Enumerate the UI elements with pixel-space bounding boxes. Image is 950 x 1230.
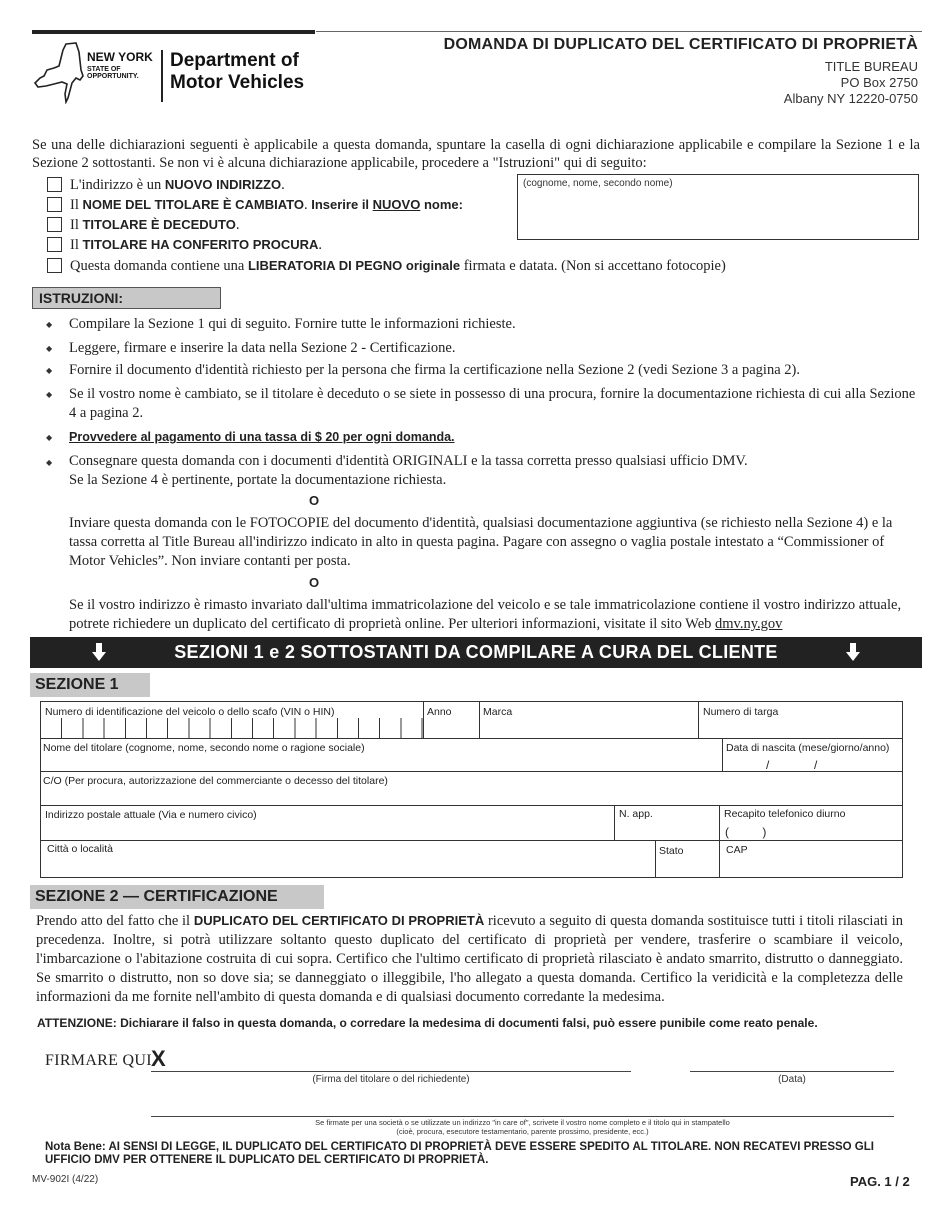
logo-new-york: NEW YORK bbox=[87, 50, 153, 64]
dmv-logo bbox=[32, 40, 317, 108]
lien-release-checkbox[interactable] bbox=[47, 258, 62, 273]
area-code-parens: ( ) bbox=[725, 825, 767, 839]
bullet-icon: ◆ bbox=[46, 366, 53, 375]
dmv-website-link[interactable]: dmv.ny.gov bbox=[715, 616, 783, 632]
signature-line[interactable] bbox=[151, 1071, 631, 1072]
section-2-heading: SEZIONE 2 — CERTIFICAZIONE bbox=[30, 885, 324, 909]
owner-name-label: Nome del titolare (cognome, nome, secondo nome o ragione sociale) bbox=[43, 742, 365, 754]
department-name: Department of Motor Vehicles bbox=[170, 50, 305, 93]
instruction-item: Consegnare questa domanda con i documenti d'identità ORIGINALI e la tassa corretta presso qualsiasi ufficio DMV. bbox=[69, 453, 748, 469]
ny-state-map-icon bbox=[32, 40, 88, 104]
sign-here-label: FIRMARE QUI bbox=[45, 1052, 152, 1069]
care-of-label: C/O (Per procura, autorizzazione del commerciante o decesso del titolare) bbox=[43, 775, 388, 787]
customer-sections-banner: SEZIONI 1 e 2 SOTTOSTANTI DA COMPILARE A CURA DEL CLIENTE bbox=[30, 637, 922, 668]
instructions-heading: ISTRUZIONI: bbox=[32, 287, 221, 309]
or-separator: O bbox=[309, 493, 320, 508]
certification-text: Prendo atto del fatto che il DUPLICATO DEL CERTIFICATO DI PROPRIETÀ ricevuto a seguito di questa domanda sostituisce tutti i titoli rilasciati in precedenza. Inoltre, si potrà utilizzare soltanto questo duplicato del certificato di proprietà per vendere, trasferire o scambiare il veicolo, l'imbarcazione o l'abitazione costruita di cui sopra. Certifico che l'ultimo certificato di proprietà rilasciato è andato smarrito, distrutto o danneggiato. Se smarrito o distrutto, non so dove sia; se danneggiato o illeggibile, l'ho allegato a questa domanda. Certifico la veridicità e la completezza delle informazioni da me fornite nell'ambito di questa domanda e di qualsiasi documento corredante la medesima. bbox=[36, 913, 903, 1005]
title-rule bbox=[316, 31, 922, 32]
printed-name-line[interactable] bbox=[151, 1116, 894, 1117]
power-of-attorney-checkbox[interactable] bbox=[47, 237, 62, 252]
nota-bene: Nota Bene: AI SENSI DI LEGGE, IL DUPLICATO DEL CERTIFICATO DI PROPRIETÀ DEVE ESSERE SPEDITO AL TITOLARE. NON RECATEVI PRESSO GLI UFFICIO DMV PER OTTENERE IL DUPLICATO DEL CERTIFICATO DI PROPRIETÀ. bbox=[45, 1141, 874, 1166]
printed-name-caption: Se firmate per una società o se utilizzate un indirizzo "in care of", scrivete il vostro nome completo e il titolo qui in stampatello (cioè, procura, esecutore testamentario, parente prossimo, presidente, ecc.) bbox=[315, 1118, 730, 1136]
date-line[interactable] bbox=[690, 1071, 894, 1072]
dob-separator: / bbox=[814, 758, 818, 772]
instruction-item: Compilare la Sezione 1 qui di seguito. Fornire tutte le informazioni richieste. bbox=[69, 316, 516, 332]
sign-here-x: X bbox=[151, 1046, 166, 1071]
phone-label: Recapito telefonico diurno bbox=[724, 808, 846, 820]
bullet-icon: ◆ bbox=[46, 458, 53, 467]
bullet-icon: ◆ bbox=[46, 390, 53, 399]
vin-character-boxes bbox=[41, 718, 423, 738]
logo-subtitle: STATE OF OPPORTUNITY. bbox=[87, 66, 139, 80]
instruction-item: Se la Sezione 4 è pertinente, portate la documentazione richiesta. bbox=[69, 472, 447, 488]
street-address-label: Indirizzo postale attuale (Via e numero civico) bbox=[45, 809, 257, 821]
apartment-label: N. app. bbox=[619, 808, 653, 820]
header-rule bbox=[32, 30, 315, 34]
new-name-field-label: (cognome, nome, secondo nome) bbox=[523, 178, 673, 189]
state-label: Stato bbox=[659, 845, 684, 857]
bullet-icon: ◆ bbox=[46, 433, 53, 442]
page-number: PAG. 1 / 2 bbox=[850, 1174, 910, 1189]
name-changed-checkbox[interactable] bbox=[47, 197, 62, 212]
dob-label: Data di nascita (mese/giorno/anno) bbox=[726, 742, 890, 754]
or-separator: O bbox=[309, 575, 320, 590]
plate-label: Numero di targa bbox=[703, 706, 779, 718]
owner-deceased-checkbox[interactable] bbox=[47, 217, 62, 232]
instruction-item: Inviare questa domanda con le FOTOCOPIE del documento d'identità, qualsiasi documentazione aggiuntiva (se richiesto nella Sezione 4) e la tassa corretta al Title Bureau all'indirizzo indicato in alto in questa pagina. Pagare con assegno o vaglia postale intestato a “Commissioner of Motor Vehicles”. Non inviare contanti per posta. bbox=[69, 515, 893, 569]
instruction-item: Fornire il documento d'identità richiesto per la persona che firma la certificazione nella Sezione 2 (vedi Sezione 3 a pagina 2). bbox=[69, 362, 800, 378]
make-label: Marca bbox=[483, 706, 513, 718]
mailing-address: TITLE BUREAU PO Box 2750 Albany NY 12220-0750 bbox=[783, 59, 918, 106]
zip-label: CAP bbox=[726, 844, 748, 856]
intro-text: Se una delle dichiarazioni seguenti è applicabile a questa domanda, spuntare la casella di ogni dichiarazione applicabile e compilare la Sezione 1 e la Sezione 2 sottostanti. Se non vi è alcuna dichiarazione applicabile, procedere a "Istruzioni" qui di seguito: bbox=[32, 137, 920, 171]
bullet-icon: ◆ bbox=[46, 344, 53, 353]
instruction-fee: Provvedere al pagamento di una tassa di $ 20 per ogni domanda. bbox=[69, 430, 455, 444]
vin-label: Numero di identificazione del veicolo o dello scafo (VIN o HIN) bbox=[45, 706, 337, 718]
date-caption: (Data) bbox=[778, 1074, 806, 1085]
year-label: Anno bbox=[427, 706, 452, 718]
arrow-down-icon bbox=[92, 643, 106, 662]
signature-caption: (Firma del titolare o del richiedente) bbox=[312, 1074, 470, 1085]
form-code: MV-902I (4/22) bbox=[32, 1174, 99, 1185]
instruction-item: Se il vostro nome è cambiato, se il titolare è deceduto o se siete in possesso di una procura, fornire la documentazione richiesta di cui alla Sezione 4 a pagina 2. bbox=[69, 386, 916, 421]
bullet-icon: ◆ bbox=[46, 320, 53, 329]
warning-text: ATTENZIONE: Dichiarare il falso in questa domanda, o corredare la medesima di documenti falsi, può essere punibile come reato penale. bbox=[37, 1016, 818, 1030]
section-1-table bbox=[40, 701, 903, 878]
new-address-checkbox[interactable] bbox=[47, 177, 62, 192]
section-1-heading: SEZIONE 1 bbox=[30, 673, 150, 697]
instruction-item: Leggere, firmare e inserire la data nella Sezione 2 - Certificazione. bbox=[69, 340, 456, 356]
arrow-down-icon bbox=[846, 643, 860, 662]
instruction-item: Se il vostro indirizzo è rimasto invariato dall'ultima immatricolazione del veicolo e se tale immatricolazione contiene il vostro indirizzo attuale, potrete richiedere un duplicato del certificato di proprietà online. Per ulteriori informazioni, visitate il sito Web dmv.ny.gov bbox=[69, 597, 902, 632]
logo-divider bbox=[161, 50, 163, 102]
form-title: DOMANDA DI DUPLICATO DEL CERTIFICATO DI PROPRIETÀ bbox=[443, 36, 918, 53]
city-label: Città o località bbox=[47, 843, 113, 855]
dob-separator: / bbox=[766, 758, 770, 772]
